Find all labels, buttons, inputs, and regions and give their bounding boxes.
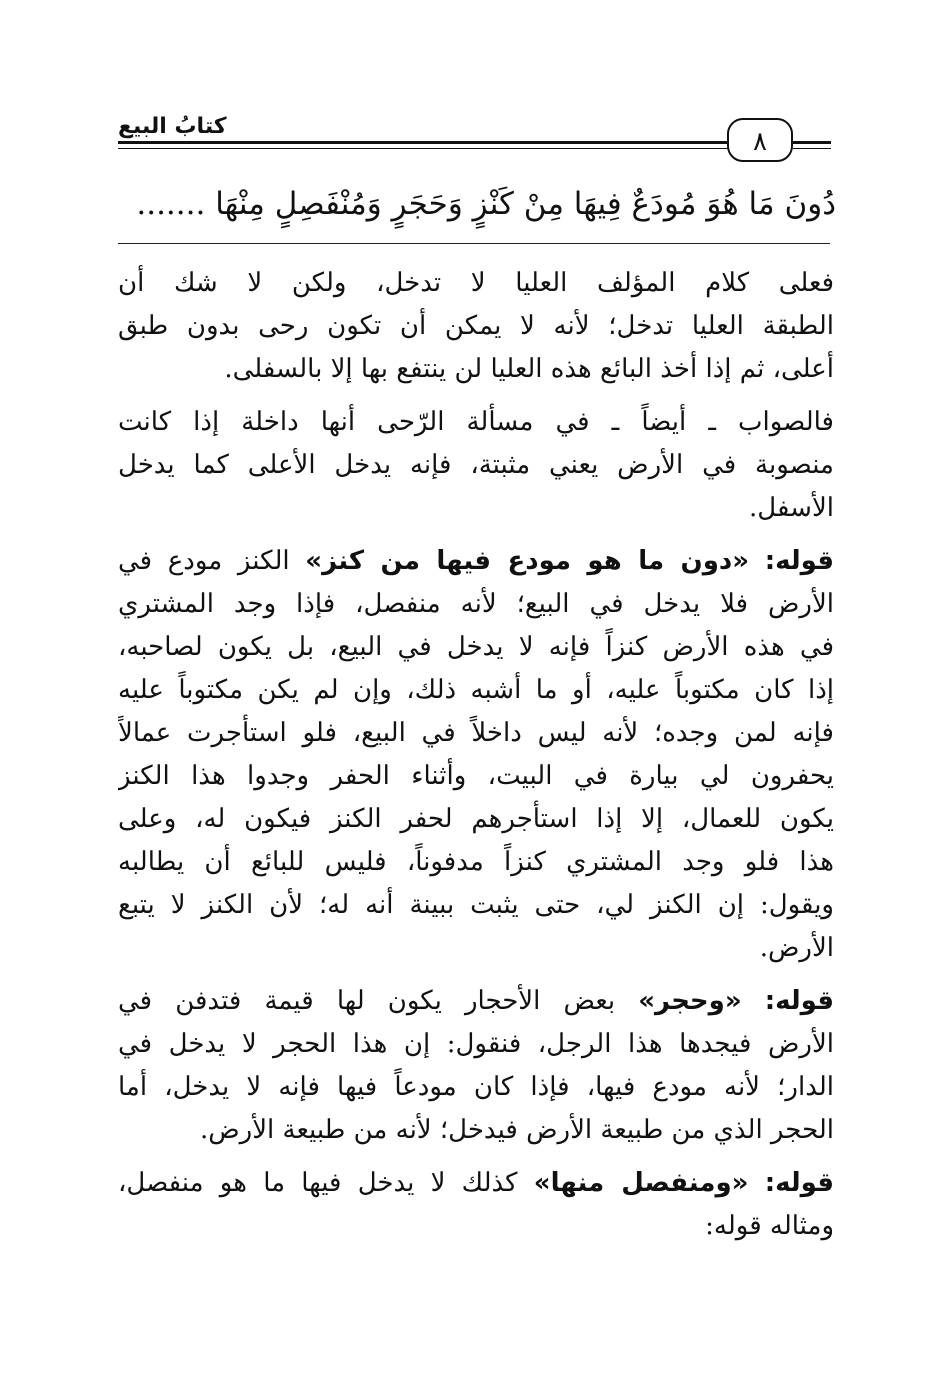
text-line: أعلى، ثم إذا أخذ البائع هذه العليا لن ينتفع بها إلا بالسفلى.: [224, 354, 834, 384]
text-line: الأسفل.: [749, 493, 834, 523]
text-line: هذا فلو وجد المشتري كنزاً مدفوناً، فليس للبائع أن يطالبه: [118, 847, 834, 877]
text-line: فعلى كلام المؤلف العليا لا تدخل، ولكن لا شك أن: [118, 268, 834, 298]
text-fragment: الكنز مودع في: [118, 546, 290, 576]
qawluhu-label: قوله:: [764, 1168, 834, 1198]
text-line: الطبقة العليا تدخل؛ لأنه لا يمكن أن تكون رحى بدون طبق: [118, 311, 834, 341]
text-line-first: [118, 980, 834, 1023]
paragraph-2: [118, 401, 834, 530]
text-fragment: كذلك لا يدخل فيها ما هو منفصل،: [118, 1168, 518, 1198]
matn-separator: [118, 243, 830, 244]
matn-text: دُونَ مَا هُوَ مُودَعٌ فِيهَا مِنْ كَنْزٍ وَحَجَرٍ وَمُنْفَصِلٍ مِنْهَا .......: [136, 186, 836, 222]
text-line: يكون للعمال، إلا إذا استأجرهم لحفر الكنز فيكون له، وعلى: [118, 804, 834, 834]
text-line: الأرض فيجدها هذا الرجل، فنقول: إن هذا الحجر لا يدخل في: [118, 1029, 834, 1059]
commentary-body: [118, 262, 834, 1258]
text-line: إذا كان مكتوباً عليه، أو ما أشبه ذلك، وإن لم يكن مكتوباً عليه: [118, 675, 834, 705]
header-rule-left-top: [118, 141, 728, 144]
text-line-first: [118, 540, 834, 583]
matn-quote: «ومنفصل منها»: [533, 1168, 749, 1198]
qawluhu-label: قوله:: [764, 546, 834, 576]
text-line: الأرض فلا يدخل في البيع؛ لأنه منفصل، فإذا وجد المشتري: [118, 589, 834, 619]
text-line: فإنه لمن وجده؛ لأنه ليس داخلاً في البيع، فلو استأجرت عمالاً: [118, 718, 834, 748]
running-head-book-title: كتابُ البيع: [118, 114, 227, 139]
paragraph-munfasil: [118, 1162, 834, 1248]
header-rule-left-bottom: [118, 148, 728, 149]
text-line: الأرض.: [759, 933, 834, 963]
matn-quote: «دون ما هو مودع فيها من كنز»: [305, 546, 750, 576]
page-number: ٨: [727, 118, 793, 162]
paragraph-1: [118, 262, 834, 391]
text-line-first: [118, 1162, 834, 1205]
header-rule-right-bottom: [793, 148, 831, 149]
text-line: ويقول: إن الكنز لي، حتى يثبت ببينة أنه له؛ لأن الكنز لا يتبع: [118, 890, 834, 920]
matn-quote: «وحجر»: [638, 986, 742, 1016]
text-line: فالصواب ـ أيضاً ـ في مسألة الرّحى أنها داخلة إذا كانت: [118, 407, 834, 437]
text-line: الحجر الذي من طبيعة الأرض فيدخل؛ لأنه من طبيعة الأرض.: [199, 1115, 834, 1145]
paragraph-hajar: [118, 980, 834, 1152]
paragraph-kanz: [118, 540, 834, 970]
text-line: ومثاله قوله:: [705, 1211, 834, 1241]
header-rule-right-top: [793, 141, 831, 144]
text-fragment: بعض الأحجار يكون لها قيمة فتدفن في: [118, 986, 616, 1016]
text-line: يحفرون لي بيارة في البيت، وأثناء الحفر وجدوا هذا الكنز: [118, 761, 834, 791]
text-line: الدار؛ لأنه مودع فيها، فإذا كان مودعاً فيها فإنه لا يدخل، أما: [118, 1072, 834, 1102]
qawluhu-label: قوله:: [764, 986, 834, 1016]
text-line: منصوبة في الأرض يعني مثبتة، فإنه يدخل الأعلى كما يدخل: [118, 450, 834, 480]
text-line: في هذه الأرض كنزاً فإنه لا يدخل في البيع، بل يكون لصاحبه،: [118, 632, 834, 662]
